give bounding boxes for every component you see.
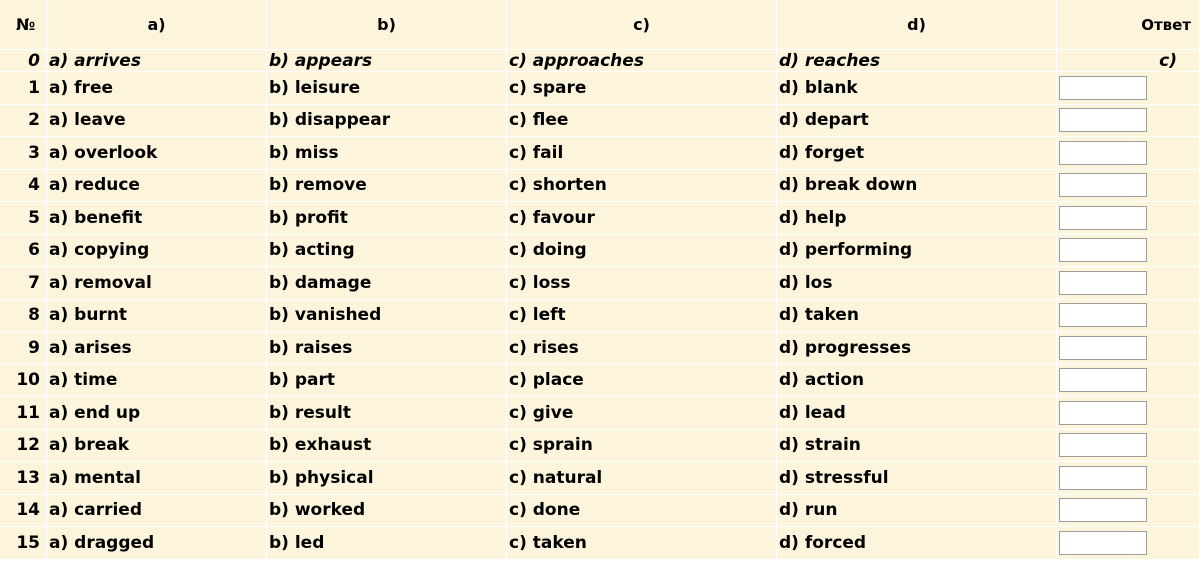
option-d: d) stressful <box>777 462 1057 495</box>
answer-input[interactable] <box>1059 271 1147 295</box>
question-number: 11 <box>0 397 47 430</box>
header-answer: Ответ <box>1057 0 1200 50</box>
question-number: 10 <box>0 365 47 398</box>
option-c: c) favour <box>507 202 777 235</box>
option-c: c) taken <box>507 527 777 560</box>
option-b: b) exhaust <box>267 430 507 463</box>
question-number: 3 <box>0 137 47 170</box>
option-a: a) carried <box>47 495 267 528</box>
answer-cell <box>1057 397 1200 430</box>
option-a: a) benefit <box>47 202 267 235</box>
option-a: a) dragged <box>47 527 267 560</box>
answer-cell <box>1057 72 1200 105</box>
option-d: d) forget <box>777 137 1057 170</box>
answer-input[interactable] <box>1059 206 1147 230</box>
answer-input[interactable] <box>1059 433 1147 457</box>
option-c: c) shorten <box>507 170 777 203</box>
option-b: b) physical <box>267 462 507 495</box>
header-option-d: d) <box>777 0 1057 50</box>
option-c: c) sprain <box>507 430 777 463</box>
header-option-a: a) <box>47 0 267 50</box>
option-a: a) end up <box>47 397 267 430</box>
question-number: 12 <box>0 430 47 463</box>
answer-cell <box>1057 365 1200 398</box>
answer-cell <box>1057 430 1200 463</box>
option-c: c) spare <box>507 72 777 105</box>
option-c: c) give <box>507 397 777 430</box>
header-option-b: b) <box>267 0 507 50</box>
option-b: b) raises <box>267 332 507 365</box>
answer-input[interactable] <box>1059 108 1147 132</box>
question-number: 13 <box>0 462 47 495</box>
example-answer: c) <box>1057 50 1200 72</box>
option-d: d) lead <box>777 397 1057 430</box>
answer-input[interactable] <box>1059 531 1147 555</box>
answer-input[interactable] <box>1059 336 1147 360</box>
option-c: c) rises <box>507 332 777 365</box>
question-number: 9 <box>0 332 47 365</box>
option-c: c) natural <box>507 462 777 495</box>
option-c: c) loss <box>507 267 777 300</box>
option-b: b) result <box>267 397 507 430</box>
question-number: 4 <box>0 170 47 203</box>
question-number: 2 <box>0 105 47 138</box>
answer-cell <box>1057 137 1200 170</box>
option-a: a) copying <box>47 235 267 268</box>
option-d: d) performing <box>777 235 1057 268</box>
option-d: d) action <box>777 365 1057 398</box>
question-number: 5 <box>0 202 47 235</box>
option-b: b) leisure <box>267 72 507 105</box>
question-number: 8 <box>0 300 47 333</box>
answer-cell <box>1057 300 1200 333</box>
option-b: b) acting <box>267 235 507 268</box>
answer-input[interactable] <box>1059 173 1147 197</box>
option-b: b) remove <box>267 170 507 203</box>
option-b: b) worked <box>267 495 507 528</box>
option-b: b) profit <box>267 202 507 235</box>
option-c: c) left <box>507 300 777 333</box>
option-a: a) free <box>47 72 267 105</box>
option-d: d) help <box>777 202 1057 235</box>
option-a: a) arises <box>47 332 267 365</box>
option-a: a) burnt <box>47 300 267 333</box>
answer-input[interactable] <box>1059 401 1147 425</box>
option-c: c) done <box>507 495 777 528</box>
option-c: c) doing <box>507 235 777 268</box>
option-a: a) mental <box>47 462 267 495</box>
option-a: a) reduce <box>47 170 267 203</box>
answer-input[interactable] <box>1059 368 1147 392</box>
option-c: c) place <box>507 365 777 398</box>
option-d: d) blank <box>777 72 1057 105</box>
answer-cell <box>1057 495 1200 528</box>
answer-input[interactable] <box>1059 498 1147 522</box>
option-a: a) overlook <box>47 137 267 170</box>
header-option-c: c) <box>507 0 777 50</box>
option-b: b) disappear <box>267 105 507 138</box>
option-a: a) time <box>47 365 267 398</box>
option-d: d) forced <box>777 527 1057 560</box>
option-b: b) damage <box>267 267 507 300</box>
answer-cell <box>1057 202 1200 235</box>
question-number: 14 <box>0 495 47 528</box>
example-option-c: c) approaches <box>507 50 777 72</box>
option-d: d) depart <box>777 105 1057 138</box>
answer-input[interactable] <box>1059 76 1147 100</box>
answer-input[interactable] <box>1059 466 1147 490</box>
option-d: d) los <box>777 267 1057 300</box>
option-a: a) break <box>47 430 267 463</box>
option-d: d) run <box>777 495 1057 528</box>
answer-input[interactable] <box>1059 303 1147 327</box>
example-option-d: d) reaches <box>777 50 1057 72</box>
question-number: 6 <box>0 235 47 268</box>
question-number: 7 <box>0 267 47 300</box>
option-d: d) taken <box>777 300 1057 333</box>
example-option-b: b) appears <box>267 50 507 72</box>
option-d: d) progresses <box>777 332 1057 365</box>
answer-cell <box>1057 332 1200 365</box>
option-b: b) part <box>267 365 507 398</box>
answer-cell <box>1057 235 1200 268</box>
answer-input[interactable] <box>1059 141 1147 165</box>
option-b: b) led <box>267 527 507 560</box>
question-number: 1 <box>0 72 47 105</box>
answer-cell <box>1057 527 1200 560</box>
option-a: a) leave <box>47 105 267 138</box>
option-c: c) fail <box>507 137 777 170</box>
option-d: d) break down <box>777 170 1057 203</box>
example-number: 0 <box>0 50 47 72</box>
option-d: d) strain <box>777 430 1057 463</box>
option-a: a) removal <box>47 267 267 300</box>
answer-cell <box>1057 170 1200 203</box>
option-b: b) vanished <box>267 300 507 333</box>
answer-cell <box>1057 267 1200 300</box>
example-option-a: a) arrives <box>47 50 267 72</box>
option-b: b) miss <box>267 137 507 170</box>
header-number: № <box>0 0 47 50</box>
answer-input[interactable] <box>1059 238 1147 262</box>
option-c: c) flee <box>507 105 777 138</box>
answer-cell <box>1057 105 1200 138</box>
question-number: 15 <box>0 527 47 560</box>
answer-cell <box>1057 462 1200 495</box>
